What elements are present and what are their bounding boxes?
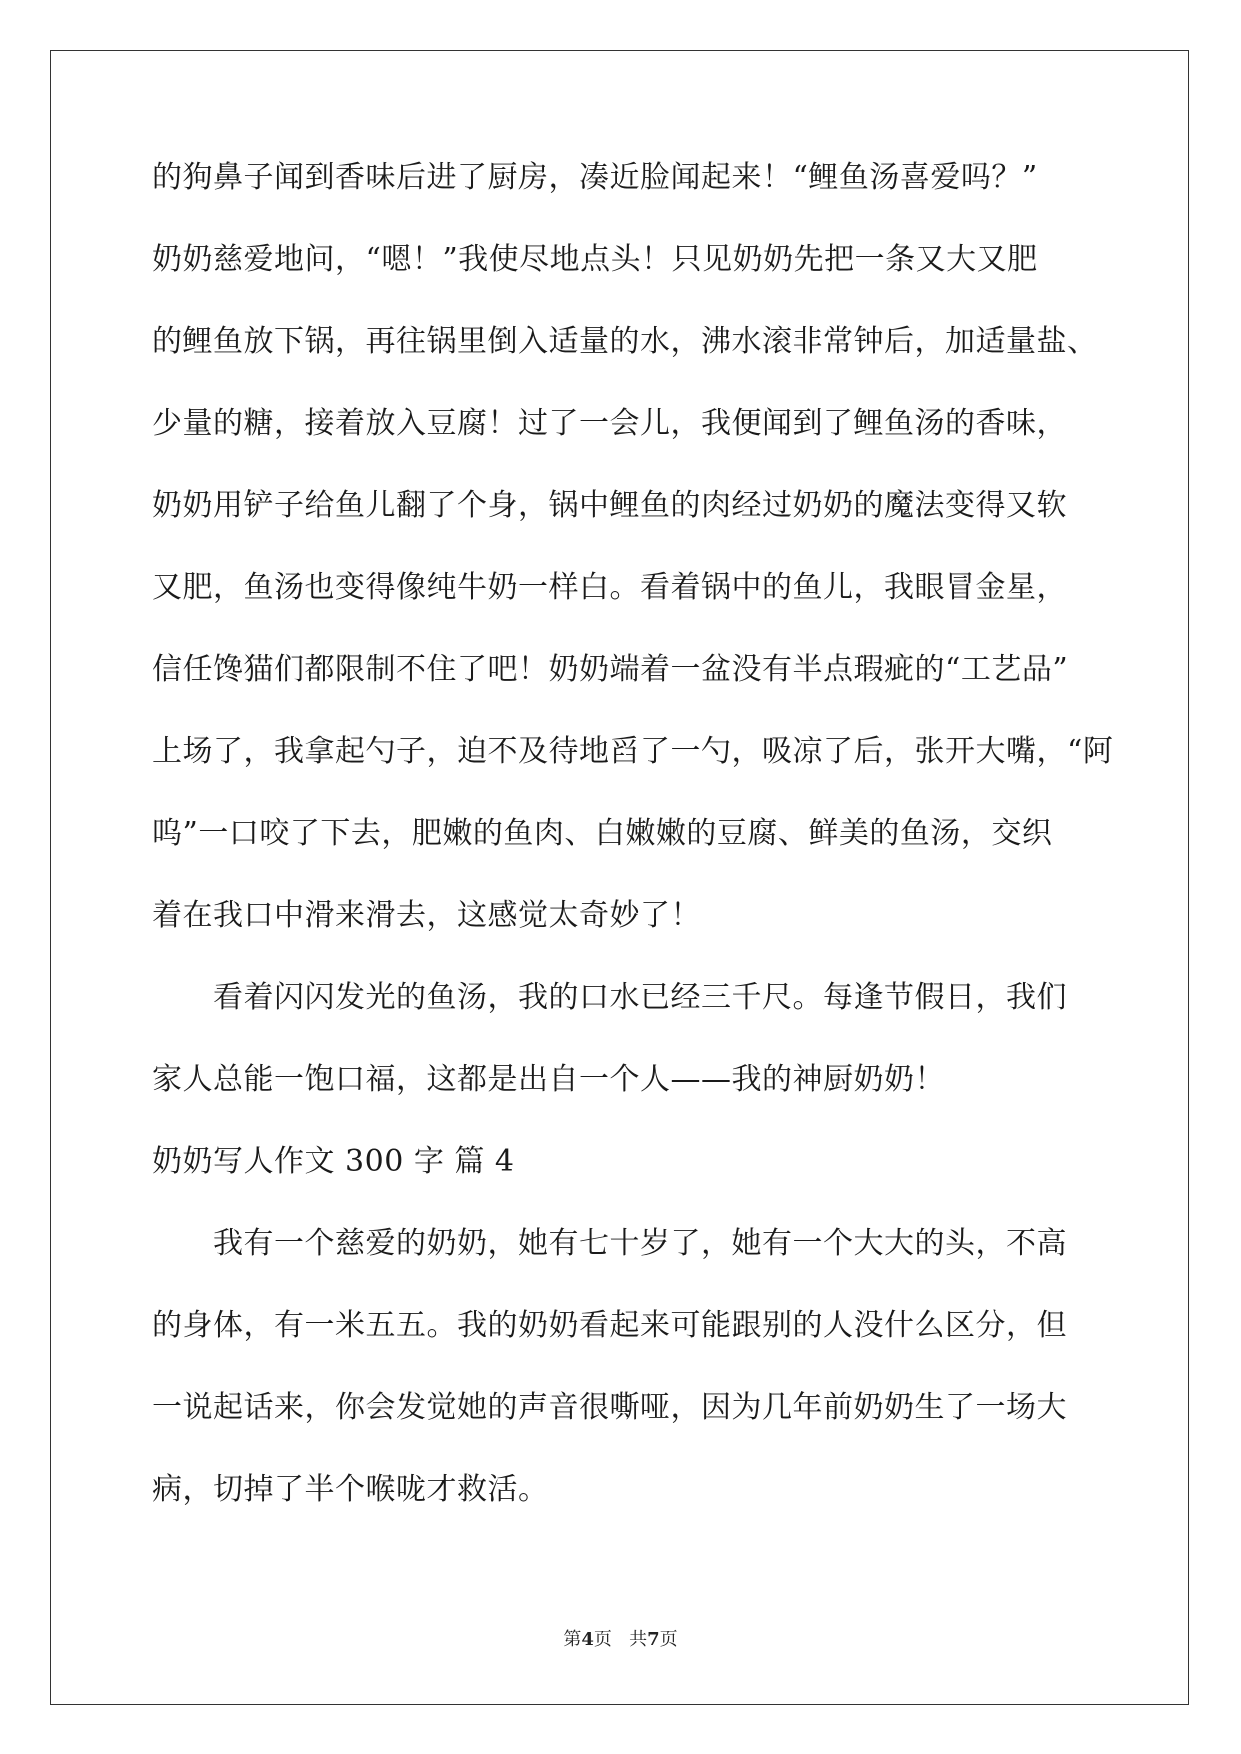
- text-line: 上场了，我拿起勺子，迫不及待地舀了一勺，吸凉了后，张开大嘴，“阿: [152, 734, 1114, 769]
- text-line: 的鲤鱼放下锅，再往锅里倒入适量的水，沸水滚非常钟后，加适量盐、: [152, 324, 1098, 359]
- text-line: 信任馋猫们都限制不住了吧！奶奶端着一盆没有半点瑕疵的“工艺品”: [152, 652, 1069, 687]
- text-line: 一说起话来，你会发觉她的声音很嘶哑，因为几年前奶奶生了一场大: [152, 1390, 1067, 1425]
- text-line: 的狗鼻子闻到香味后进了厨房，凑近脸闻起来！“鲤鱼汤喜爱吗？”: [152, 160, 1038, 195]
- page-footer: [0, 1625, 1241, 1651]
- text-line: 奶奶用铲子给鱼儿翻了个身，锅中鲤鱼的肉经过奶奶的魔法变得又软: [152, 488, 1067, 523]
- text-line: 少量的糖，接着放入豆腐！过了一会儿，我便闻到了鲤鱼汤的香味，: [152, 406, 1067, 441]
- text-line: 看着闪闪发光的鱼汤，我的口水已经三千尺。每逢节假日，我们: [152, 980, 1067, 1015]
- text-line: 奶奶慈爱地问，“嗯！”我使尽地点头！只见奶奶先把一条又大又肥: [152, 242, 1038, 277]
- footer-total-pages: 7: [647, 1629, 660, 1650]
- text-line: 着在我口中滑来滑去，这感觉太奇妙了！: [152, 898, 701, 933]
- text-line: 又肥，鱼汤也变得像纯牛奶一样白。看着锅中的鱼儿，我眼冒金星，: [152, 570, 1067, 605]
- footer-total-suffix: 页: [659, 1629, 678, 1650]
- text-line: 呜”一口咬了下去，肥嫩的鱼肉、白嫩嫩的豆腐、鲜美的鱼汤，交织: [152, 816, 1053, 851]
- footer-page-suffix: 页: [593, 1629, 612, 1650]
- document-body: [152, 160, 1114, 1556]
- section-heading: 奶奶写人作文 300 字 篇 4: [152, 1144, 515, 1179]
- text-line: 家人总能一饱口福，这都是出自一个人——我的神厨奶奶！: [152, 1062, 945, 1097]
- text-line: 的身体，有一米五五。我的奶奶看起来可能跟别的人没什么区分，但: [152, 1308, 1067, 1343]
- text-line: 病，切掉了半个喉咙才救活。: [152, 1472, 549, 1507]
- text-line: 我有一个慈爱的奶奶，她有七十岁了，她有一个大大的头，不高: [152, 1226, 1067, 1261]
- footer-total-prefix: 共: [629, 1629, 648, 1650]
- footer-prefix: 第: [563, 1629, 582, 1650]
- footer-page-number: 4: [581, 1629, 594, 1650]
